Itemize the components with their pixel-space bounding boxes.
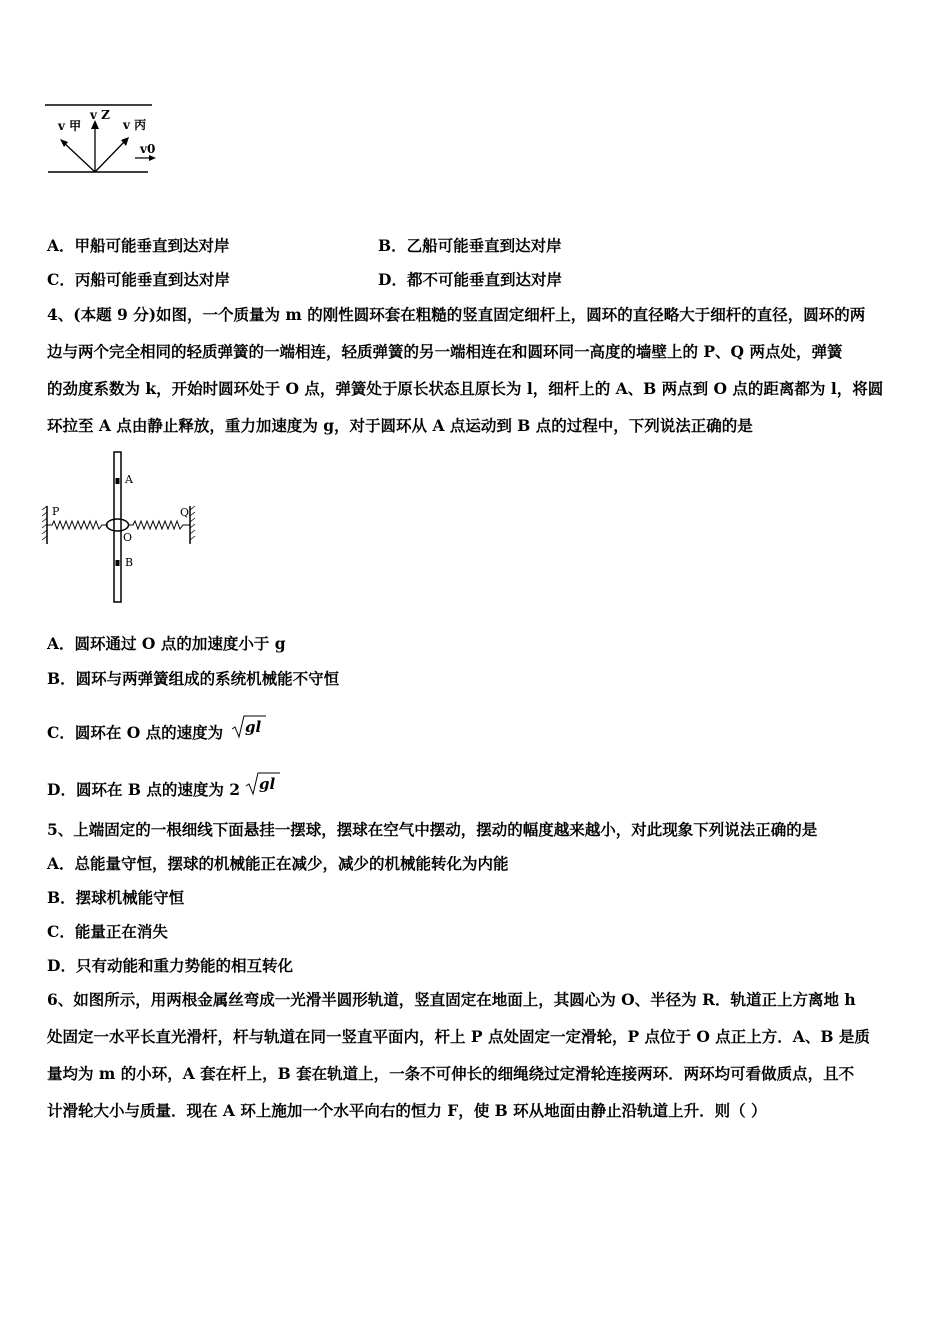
- q4-option-d-text: D．圆环在 B 点的速度为 2: [47, 780, 241, 799]
- sqrt-symbol: [245, 771, 281, 797]
- q4-option-d: [47, 771, 281, 800]
- q6-stem-line-4: 计滑轮大小与质量．现在 A 环上施加一个水平向右的恒力 F，使 B 环从地面由静止沿轨道上升．则（ ）: [47, 1101, 767, 1120]
- q4-stem-line-1: 4、(本题 9 分)如图，一个质量为 m 的刚性圆环套在粗糙的竖直固定细杆上，圆环的直径略大于细杆的直径，圆环的两: [47, 305, 866, 324]
- q4-stem-line-3: 的劲度系数为 k，开始时圆环处于 O 点，弹簧处于原长状态且原长为 l，细杆上的 A、B 两点到 O 点的距离都为 l，将圆: [47, 379, 884, 398]
- arrow-v-bing: [95, 140, 126, 172]
- q6-stem-line-3: 量均为 m 的小环，A 套在杆上，B 套在轨道上，一条不可伸长的细绳绕过定滑轮连接两环．两环均可看做质点，且不: [47, 1064, 855, 1083]
- label-v0: v0: [140, 142, 156, 156]
- q4-option-d-math: gl: [259, 775, 276, 793]
- point-a-mark: [116, 478, 120, 484]
- label-p: P: [52, 505, 60, 518]
- q3-option-b: B．乙船可能垂直到达对岸: [378, 236, 562, 255]
- label-v-bing: v 丙: [123, 118, 147, 132]
- rod: [114, 452, 121, 602]
- q5-option-d: D．只有动能和重力势能的相互转化: [47, 956, 293, 975]
- q3-option-d: D．都不可能垂直到达对岸: [378, 270, 562, 289]
- q5-option-a: A．总能量守恒，摆球的机械能正在减少，减少的机械能转化为内能: [47, 854, 509, 873]
- q4-stem-line-2: 边与两个完全相同的轻质弹簧的一端相连，轻质弹簧的另一端相连在和圆环同一高度的墙壁上的 P、Q 两点处，弹簧: [47, 342, 843, 361]
- q4-option-c: [47, 714, 267, 743]
- ring-spring-figure: [40, 448, 200, 606]
- arrow-v-jia: [62, 141, 95, 172]
- label-a: A: [125, 473, 133, 486]
- spring-left: [47, 521, 108, 529]
- ring: [107, 519, 129, 531]
- sqrt-symbol: [231, 714, 267, 740]
- q3-options-row-1: [0, 236, 950, 258]
- q4-option-c-math: gl: [244, 718, 261, 736]
- q4-option-c-text: C．圆环在 O 点的速度为: [47, 723, 224, 742]
- river-velocity-figure: [40, 98, 165, 180]
- q3-option-a: A．甲船可能垂直到达对岸: [47, 236, 230, 255]
- q4-option-b: B．圆环与两弹簧组成的系统机械能不守恒: [47, 669, 340, 688]
- q3-options-row-2: [0, 270, 950, 292]
- q4-option-a: A．圆环通过 O 点的加速度小于 g: [47, 634, 286, 653]
- q5-option-c: C．能量正在消失: [47, 922, 168, 941]
- label-q: Q: [180, 506, 190, 519]
- q5-option-b: B．摆球机械能守恒: [47, 888, 185, 907]
- label-v-jia: v 甲: [58, 119, 82, 133]
- point-b-mark: [116, 560, 120, 566]
- label-b: B: [125, 556, 134, 569]
- spring-right: [128, 521, 190, 529]
- q6-stem-line-2: 处固定一水平长直光滑杆，杆与轨道在同一竖直平面内，杆上 P 点处固定一定滑轮，P 点位于 O 点正上方．A、B 是质: [47, 1027, 870, 1046]
- label-o: O: [123, 531, 133, 544]
- q4-stem-line-4: 环拉至 A 点由静止释放，重力加速度为 g，对于圆环从 A 点运动到 B 点的过程中，下列说法正确的是: [47, 416, 753, 435]
- q5-stem: 5、上端固定的一根细线下面悬挂一摆球，摆球在空气中摆动，摆动的幅度越来越小，对此现象下列说法正确的是: [47, 820, 818, 839]
- label-v-yi: v Z: [90, 108, 110, 122]
- q6-stem-line-1: 6、如图所示，用两根金属丝弯成一光滑半圆形轨道，竖直固定在地面上，其圆心为 O、半径为 R．轨道正上方离地 h: [47, 990, 856, 1009]
- q3-option-c: C．丙船可能垂直到达对岸: [47, 270, 230, 289]
